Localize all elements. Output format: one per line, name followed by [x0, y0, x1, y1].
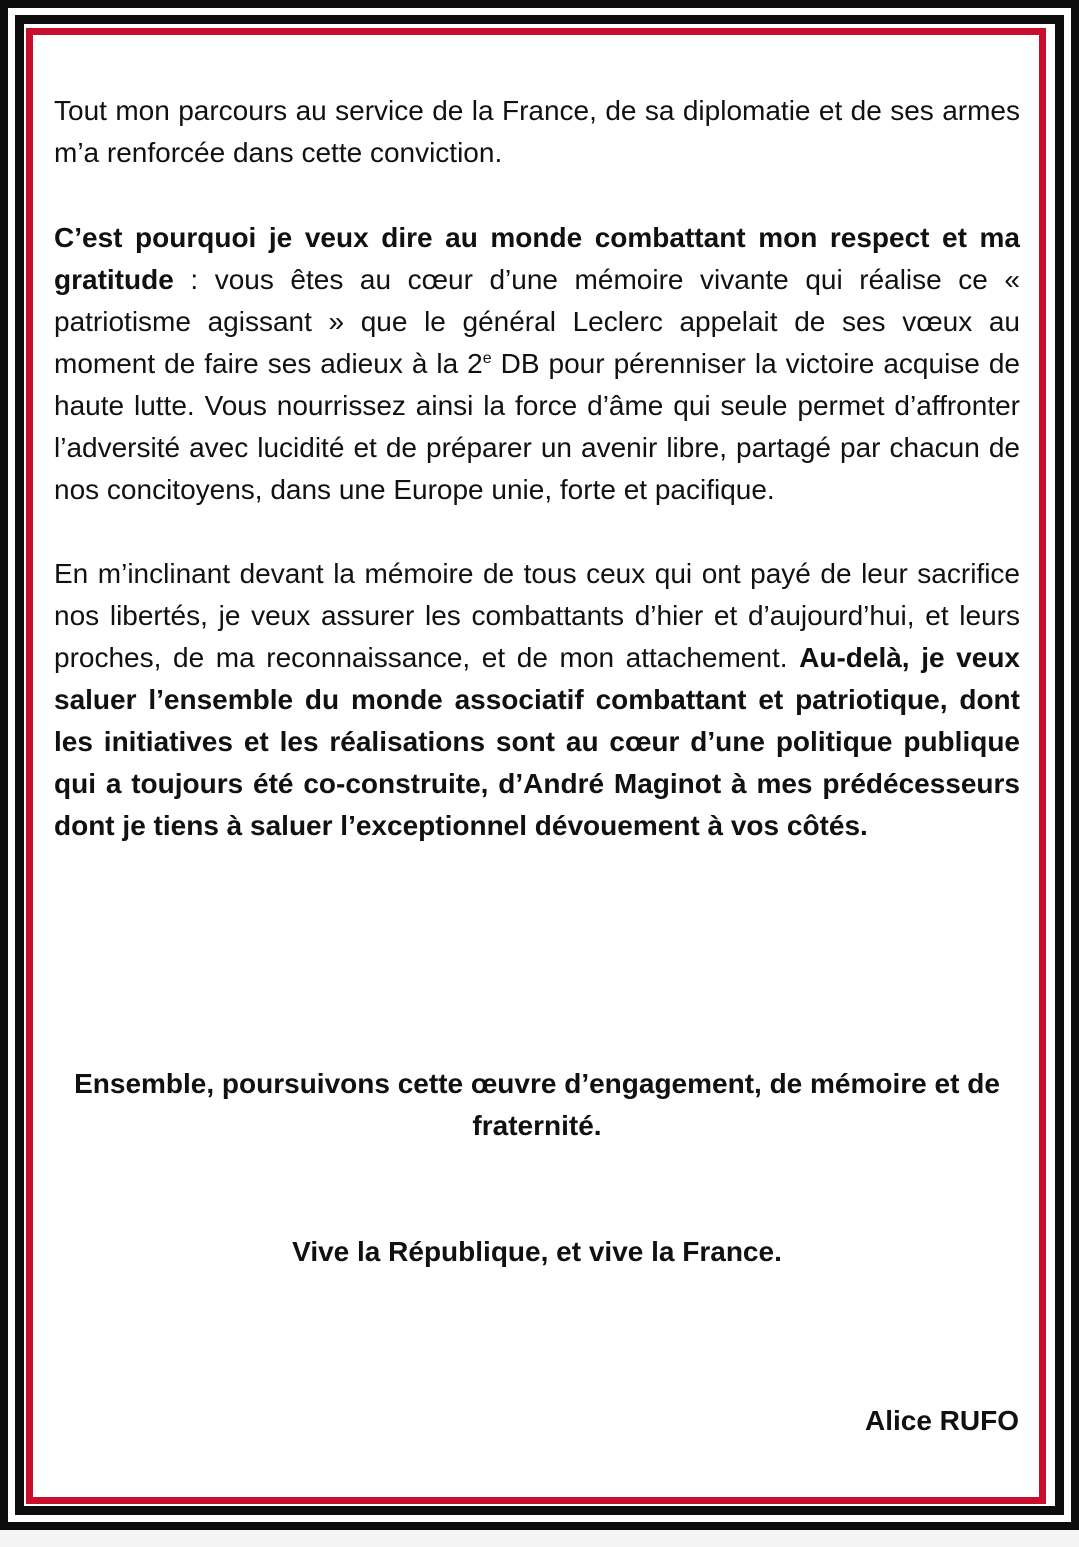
closing-line-1: Ensemble, poursuivons cette œuvre d’engagement, de mémoire et de fraternité.: [74, 1068, 1000, 1141]
signature: Alice RUFO: [864, 1405, 1019, 1436]
paragraph-3-text: En m’inclinant devant la mémoire de tous ceux qui ont payé de leur sacrifice nos libertés, je veux assurer les combattants d’hier et d’aujourd’hui, et leurs proches, de ma reconnaissance, et de mon attachement.: [54, 558, 1020, 673]
paragraph-2-superscript: e: [482, 350, 492, 367]
paragraph-2-text-b: DB pour pérenniser la victoire acquise de haute lutte. Vous nourrissez ainsi la force d’âme qui seule permet d’affronter l’adversité avec lucidité et de préparer un avenir libre, partagé par chacun de nos concitoyens, dans une Europe unie, forte et pacifique.: [54, 348, 1020, 505]
closing-line-2: Vive la République, et vive la France.: [292, 1236, 782, 1267]
paragraph-1: Tout mon parcours au service de la France, de sa diplomatie et de ses armes m’a renforcée dans cette conviction.: [54, 95, 1020, 168]
paragraph-2-text-a: : vous êtes au cœur d’une mémoire vivante qui réalise ce « patriotisme agissant » que le général Leclerc appelait de ses vœux au moment de faire ses adieux à la 2: [54, 264, 1020, 379]
letter-body: [54, 90, 1020, 847]
paragraph-2: [54, 217, 1020, 511]
paragraph-3-bold: Au-delà, je veux saluer l’ensemble du monde associatif combattant et patriotique, dont les initiatives et les réalisations sont au cœur d’une politique publique qui a toujours été co-construite, d’André Maginot à mes prédécesseurs dont je tiens à saluer l’exceptionnel dévouement à vos côtés.: [54, 642, 1020, 841]
paragraph-3: [54, 553, 1020, 847]
bottom-strip: [0, 1530, 1079, 1547]
paragraph-2-bold: C’est pourquoi je veux dire au monde combattant mon respect et ma gratitude: [54, 222, 1020, 295]
